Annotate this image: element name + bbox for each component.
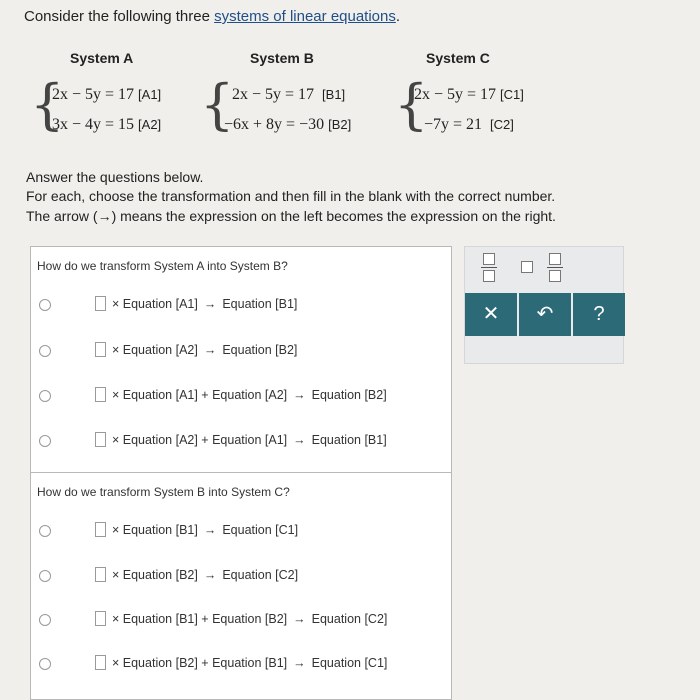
arrow-icon: → bbox=[203, 296, 217, 311]
q1-option-2-radio[interactable] bbox=[39, 345, 51, 357]
fraction-icon[interactable] bbox=[483, 253, 497, 282]
question-1-prompt: How do we transform System A into System B? bbox=[37, 259, 288, 273]
question-2-prompt: How do we transform System B into System C? bbox=[37, 485, 290, 499]
system-a-title: System A bbox=[70, 50, 134, 66]
q2-option-1: × Equation [B1] → Equation [C1] bbox=[95, 522, 298, 537]
undo-button[interactable]: ↶ bbox=[519, 293, 571, 336]
system-a-brace: { bbox=[30, 73, 65, 136]
equation-c1: 2x − 5y = 17 [C1] bbox=[414, 86, 524, 103]
help-button[interactable]: ? bbox=[573, 293, 625, 336]
q1-option-1: × Equation [A1] → Equation [B1] bbox=[95, 296, 297, 311]
q2-option-2-radio[interactable] bbox=[39, 570, 51, 582]
system-c-title: System C bbox=[426, 50, 490, 66]
question-divider bbox=[31, 472, 451, 473]
equation-a2: 3x − 4y = 15 [A2] bbox=[52, 116, 162, 133]
q2-option-4-radio[interactable] bbox=[39, 658, 51, 670]
arrow-icon: → bbox=[293, 655, 306, 670]
arrow-icon: → bbox=[203, 342, 217, 357]
clear-button[interactable]: ✕ bbox=[465, 293, 517, 336]
arrow-icon: → bbox=[203, 567, 217, 582]
q2-option-2-blank[interactable] bbox=[95, 567, 106, 582]
q1-option-4-radio[interactable] bbox=[39, 435, 51, 447]
equation-a1: 2x − 5y = 17 [A1] bbox=[52, 86, 162, 103]
intro-prefix: Consider the following three bbox=[24, 8, 215, 25]
q1-option-1-blank[interactable] bbox=[95, 296, 106, 311]
q1-option-4-blank[interactable] bbox=[95, 432, 106, 447]
q1-option-2-blank[interactable] bbox=[95, 342, 106, 357]
question-panel bbox=[30, 246, 452, 700]
q1-option-3: × Equation [A1] + Equation [A2] → Equation [B2] bbox=[95, 387, 387, 402]
q1-option-3-blank[interactable] bbox=[95, 387, 106, 402]
arrow-icon: → bbox=[203, 522, 217, 537]
intro-suffix: . bbox=[395, 8, 401, 25]
q2-option-1-radio[interactable] bbox=[39, 525, 51, 537]
mixed-fraction-icon[interactable] bbox=[549, 253, 563, 282]
equation-b1: 2x − 5y = 17 [B1] bbox=[232, 86, 346, 103]
system-b-title: System B bbox=[250, 50, 314, 66]
arrow-icon: → bbox=[293, 387, 306, 402]
arrow-icon: → bbox=[293, 611, 306, 626]
q1-option-2: × Equation [A2] → Equation [B2] bbox=[95, 342, 297, 357]
arrow-icon: → bbox=[293, 432, 306, 447]
q1-option-4: × Equation [A2] + Equation [A1] → Equation [B1] bbox=[95, 432, 387, 447]
q2-option-3: × Equation [B1] + Equation [B2] → Equation [C2] bbox=[95, 611, 387, 626]
q2-option-3-radio[interactable] bbox=[39, 614, 51, 626]
mixed-number-lead-box-icon[interactable] bbox=[521, 261, 533, 273]
instruction-line-2: For each, choose the transformation and then fill in the blank with the correct number. bbox=[26, 188, 556, 204]
q2-option-4-blank[interactable] bbox=[95, 655, 106, 670]
system-c-brace: { bbox=[394, 73, 429, 136]
system-b-brace: { bbox=[200, 73, 235, 136]
equation-c2: −7y = 21 [C2] bbox=[424, 116, 514, 133]
equation-b2: −6x + 8y = −30 [B2] bbox=[224, 116, 352, 133]
q2-option-4: × Equation [B2] + Equation [B1] → Equation [C1] bbox=[95, 655, 387, 670]
q2-option-2: × Equation [B2] → Equation [C2] bbox=[95, 567, 298, 582]
intro-text bbox=[24, 8, 400, 25]
q2-option-3-blank[interactable] bbox=[95, 611, 106, 626]
instruction-line-1: Answer the questions below. bbox=[26, 169, 204, 185]
q1-option-1-radio[interactable] bbox=[39, 299, 51, 311]
systems-link[interactable]: systems of linear equations bbox=[214, 8, 396, 25]
instruction-line-3: The arrow (→) means the expression on the left becomes the expression on the right. bbox=[26, 208, 556, 224]
q2-option-1-blank[interactable] bbox=[95, 522, 106, 537]
math-toolbar bbox=[464, 246, 624, 364]
q1-option-3-radio[interactable] bbox=[39, 390, 51, 402]
